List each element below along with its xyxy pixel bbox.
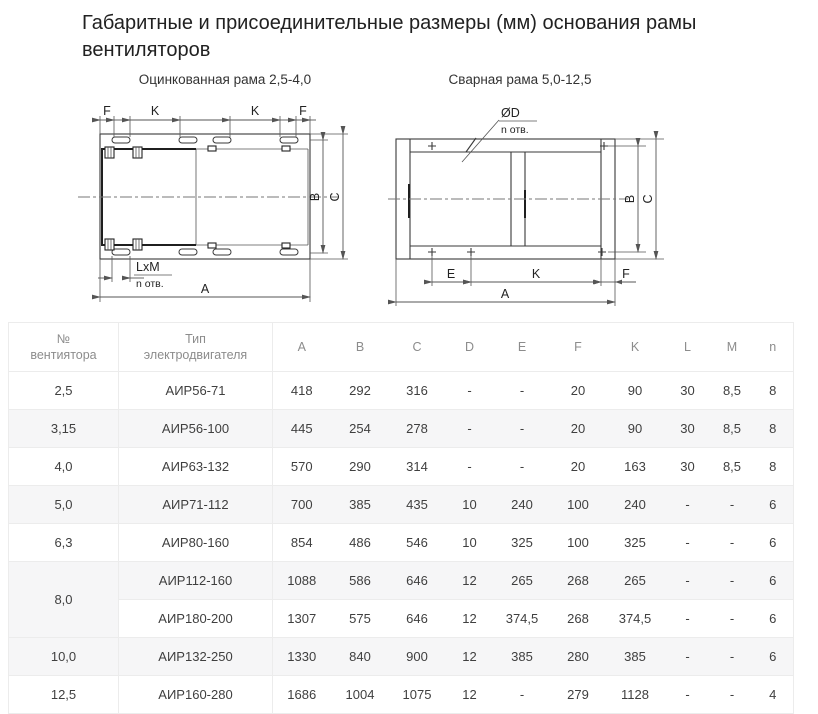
dim-value-cell: 435 — [390, 486, 445, 524]
fan-number-cell: 3,15 — [9, 410, 119, 448]
dim-label-c: C — [328, 192, 342, 202]
dim-value-cell: 700 — [273, 486, 331, 524]
dim-value-cell: 1686 — [273, 676, 331, 714]
col-header-dim-k: K — [630, 340, 640, 354]
dim-value-cell: - — [664, 562, 712, 600]
dim-value-cell: 265 — [607, 562, 664, 600]
dim-value-cell: 265 — [495, 562, 550, 600]
dim-value-cell: 20 — [550, 372, 607, 410]
dim-value-cell: 385 — [331, 486, 390, 524]
table-row — [9, 486, 794, 524]
dim-value-cell: - — [712, 486, 753, 524]
dim-value-cell: 854 — [273, 524, 331, 562]
dim-label-k-left: K — [150, 104, 160, 118]
col-header-dim-b: B — [355, 340, 365, 354]
dim-value-cell: 280 — [550, 638, 607, 676]
dim-value-cell: 90 — [607, 372, 664, 410]
dim-value-cell: 240 — [607, 486, 664, 524]
galvanized-frame-drawing — [10, 90, 385, 318]
motor-type-cell: АИР71-112 — [119, 486, 273, 524]
dim-value-cell: 316 — [390, 372, 445, 410]
col-header-dim-n: n — [769, 340, 777, 354]
dim-value-cell: 20 — [550, 448, 607, 486]
dim-label-slot-size: LxM — [136, 260, 160, 274]
dim-value-cell: 8 — [753, 448, 794, 486]
dim-value-cell: 8,5 — [712, 372, 753, 410]
table-row — [9, 600, 794, 638]
dim-value-cell: - — [664, 638, 712, 676]
dim-value-cell: 6 — [753, 638, 794, 676]
dim-value-cell: 292 — [331, 372, 390, 410]
dim-value-cell: - — [712, 676, 753, 714]
dim-value-cell: 325 — [607, 524, 664, 562]
dim-value-cell: 279 — [550, 676, 607, 714]
diagrams-section — [0, 70, 818, 318]
dim-value-cell: 8 — [753, 410, 794, 448]
dim-value-cell: 314 — [390, 448, 445, 486]
dim-value-cell: - — [712, 638, 753, 676]
dim-value-cell: 840 — [331, 638, 390, 676]
dim-value-cell: 445 — [273, 410, 331, 448]
dim-value-cell: - — [445, 410, 495, 448]
table-header-row — [9, 323, 794, 372]
dim-value-cell: 100 — [550, 524, 607, 562]
page-title — [0, 0, 760, 64]
dim-label-f-right: F — [299, 104, 307, 118]
dim-label-a: A — [500, 287, 510, 301]
dim-value-cell: 374,5 — [607, 600, 664, 638]
dim-value-cell: 1004 — [331, 676, 390, 714]
dim-label-holes-count: n отв. — [136, 278, 164, 290]
table-row — [9, 410, 794, 448]
dim-value-cell: 325 — [495, 524, 550, 562]
dim-value-cell: 374,5 — [495, 600, 550, 638]
dim-value-cell: - — [445, 372, 495, 410]
motor-type-cell: АИР56-71 — [119, 372, 273, 410]
motor-type-cell: АИР63-132 — [119, 448, 273, 486]
dim-value-cell: 900 — [390, 638, 445, 676]
dimensions-table — [8, 322, 794, 714]
dim-label-k: K — [531, 267, 541, 281]
dim-value-cell: 486 — [331, 524, 390, 562]
col-header-motor-type: Тип электродвигателя — [119, 323, 273, 372]
dim-value-cell: 1307 — [273, 600, 331, 638]
col-header-dim-m: M — [726, 340, 738, 354]
col-header-dim-e: E — [517, 340, 527, 354]
dim-value-cell: 268 — [550, 600, 607, 638]
table-row — [9, 524, 794, 562]
dim-label-holes-count: n отв. — [501, 124, 529, 136]
left-diagram-caption: Оцинкованная рама 2,5-4,0 — [138, 72, 312, 87]
fan-number-cell: 8,0 — [9, 562, 119, 638]
dim-value-cell: - — [664, 600, 712, 638]
col-header-dim-l: L — [684, 340, 691, 354]
dim-value-cell: 570 — [273, 448, 331, 486]
dim-value-cell: 6 — [753, 562, 794, 600]
dim-value-cell: 90 — [607, 410, 664, 448]
fan-number-cell: 5,0 — [9, 486, 119, 524]
table-row — [9, 372, 794, 410]
dim-value-cell: 12 — [445, 562, 495, 600]
page-title-line1: Габаритные и присоединительные размеры (мм) основания рамы — [82, 12, 697, 34]
dim-value-cell: - — [495, 410, 550, 448]
motor-type-cell: АИР112-160 — [119, 562, 273, 600]
dim-value-cell: 546 — [390, 524, 445, 562]
dim-value-cell: 278 — [390, 410, 445, 448]
dim-value-cell: 10 — [445, 524, 495, 562]
motor-type-cell: АИР180-200 — [119, 600, 273, 638]
dim-value-cell: 10 — [445, 486, 495, 524]
dim-label-c: C — [641, 194, 655, 204]
dim-value-cell: - — [712, 600, 753, 638]
dim-value-cell: 8 — [753, 372, 794, 410]
motor-type-cell: АИР56-100 — [119, 410, 273, 448]
dim-value-cell: 646 — [390, 600, 445, 638]
dim-value-cell: 12 — [445, 676, 495, 714]
dim-value-cell: 20 — [550, 410, 607, 448]
fan-number-cell: 12,5 — [9, 676, 119, 714]
dim-label-hole-dia: ØD — [501, 106, 520, 120]
dim-value-cell: 8,5 — [712, 410, 753, 448]
table-row — [9, 448, 794, 486]
dim-value-cell: 100 — [550, 486, 607, 524]
motor-type-cell: АИР80-160 — [119, 524, 273, 562]
dim-label-k-right: K — [250, 104, 260, 118]
fan-number-cell: 2,5 — [9, 372, 119, 410]
table-row — [9, 562, 794, 600]
col-header-dim-f: F — [574, 340, 582, 354]
dim-value-cell: 12 — [445, 600, 495, 638]
dim-value-cell: 30 — [664, 448, 712, 486]
dim-label-f-left: F — [103, 104, 111, 118]
dim-value-cell: 1088 — [273, 562, 331, 600]
table-row — [9, 638, 794, 676]
dim-value-cell: 290 — [331, 448, 390, 486]
dim-value-cell: 575 — [331, 600, 390, 638]
dim-label-b: B — [623, 194, 637, 204]
welded-frame-drawing — [388, 90, 813, 318]
right-diagram-caption: Сварная рама 5,0-12,5 — [448, 72, 592, 87]
dim-value-cell: - — [664, 676, 712, 714]
dim-value-cell: 6 — [753, 524, 794, 562]
dim-value-cell: 30 — [664, 410, 712, 448]
dim-value-cell: 385 — [495, 638, 550, 676]
fan-number-cell: 4,0 — [9, 448, 119, 486]
motor-type-cell: АИР160-280 — [119, 676, 273, 714]
dim-value-cell: 240 — [495, 486, 550, 524]
dim-value-cell: 586 — [331, 562, 390, 600]
bolt-symbols — [105, 146, 290, 250]
dim-value-cell: - — [664, 486, 712, 524]
dim-value-cell: 418 — [273, 372, 331, 410]
dim-value-cell: - — [495, 372, 550, 410]
dim-value-cell: 385 — [607, 638, 664, 676]
dim-value-cell: 268 — [550, 562, 607, 600]
dim-value-cell: - — [664, 524, 712, 562]
col-header-dim-a: A — [297, 340, 306, 354]
dim-label-f: F — [622, 267, 630, 281]
dim-value-cell: 163 — [607, 448, 664, 486]
dim-value-cell: - — [495, 676, 550, 714]
dim-value-cell: 646 — [390, 562, 445, 600]
dim-value-cell: 8,5 — [712, 448, 753, 486]
dim-value-cell: - — [495, 448, 550, 486]
dim-value-cell: 6 — [753, 486, 794, 524]
dim-value-cell: - — [712, 524, 753, 562]
dim-value-cell: - — [445, 448, 495, 486]
dim-value-cell: 254 — [331, 410, 390, 448]
col-header-dim-c: C — [412, 340, 422, 354]
dim-value-cell: 1075 — [390, 676, 445, 714]
dim-value-cell: 6 — [753, 600, 794, 638]
dim-value-cell: 4 — [753, 676, 794, 714]
dim-label-e: E — [446, 267, 456, 281]
dim-label-a: A — [200, 282, 210, 296]
dim-value-cell: 1128 — [607, 676, 664, 714]
col-header-fan-number: № вентиятора — [9, 323, 119, 372]
fan-number-cell: 6,3 — [9, 524, 119, 562]
dim-label-b: B — [308, 192, 322, 202]
page-title-line2: вентиляторов — [82, 39, 211, 61]
dim-value-cell: 1330 — [273, 638, 331, 676]
motor-type-cell: АИР132-250 — [119, 638, 273, 676]
dim-value-cell: - — [712, 562, 753, 600]
table-row — [9, 676, 794, 714]
fan-number-cell: 10,0 — [9, 638, 119, 676]
dim-value-cell: 30 — [664, 372, 712, 410]
col-header-dim-d: D — [464, 340, 475, 354]
dim-value-cell: 12 — [445, 638, 495, 676]
